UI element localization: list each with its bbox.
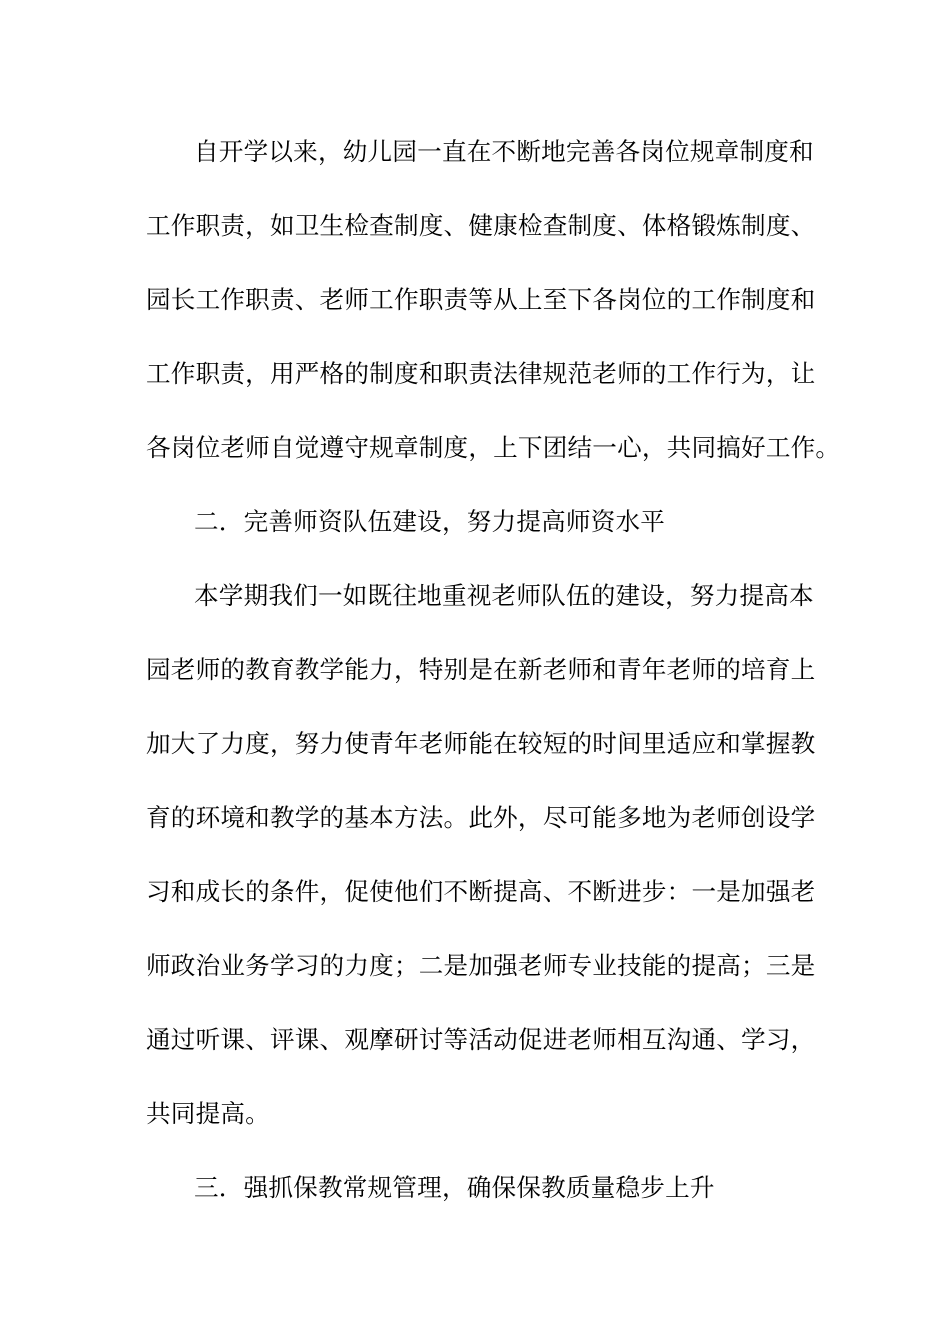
- paragraph-1-line-1: 自开学以来，幼儿园一直在不断地完善各岗位规章制度和: [194, 137, 814, 166]
- paragraph-2-line-7: 通过听课、评课、观摩研讨等活动促进老师相互沟通、学习，: [146, 1025, 816, 1054]
- paragraph-2-line-6: 师政治业务学习的力度；二是加强老师专业技能的提高；三是: [146, 951, 816, 980]
- paragraph-2-line-5: 习和成长的条件，促使他们不断提高、不断进步：一是加强老: [146, 877, 816, 906]
- paragraph-2-line-4: 育的环境和教学的基本方法。此外，尽可能多地为老师创设学: [146, 803, 816, 832]
- paragraph-1-line-5: 各岗位老师自觉遵守规章制度，上下团结一心，共同搞好工作。: [146, 433, 841, 462]
- paragraph-1-line-4: 工作职责，用严格的制度和职责法律规范老师的工作行为，让: [146, 359, 816, 388]
- paragraph-1-line-2: 工作职责，如卫生检查制度、健康检查制度、体格锻炼制度、: [146, 211, 816, 240]
- section-heading-2: 二．完善师资队伍建设，努力提高师资水平: [194, 507, 666, 536]
- paragraph-1-line-3: 园长工作职责、老师工作职责等从上至下各岗位的工作制度和: [146, 285, 816, 314]
- paragraph-2-line-3: 加大了力度，努力使青年老师能在较短的时间里适应和掌握教: [146, 729, 816, 758]
- paragraph-2-line-1: 本学期我们一如既往地重视老师队伍的建设，努力提高本: [194, 581, 814, 610]
- paragraph-2-line-2: 园老师的教育教学能力，特别是在新老师和青年老师的培育上: [146, 655, 816, 684]
- paragraph-2-line-8: 共同提高。: [146, 1099, 270, 1128]
- section-heading-3: 三．强抓保教常规管理，确保保教质量稳步上升: [194, 1173, 715, 1202]
